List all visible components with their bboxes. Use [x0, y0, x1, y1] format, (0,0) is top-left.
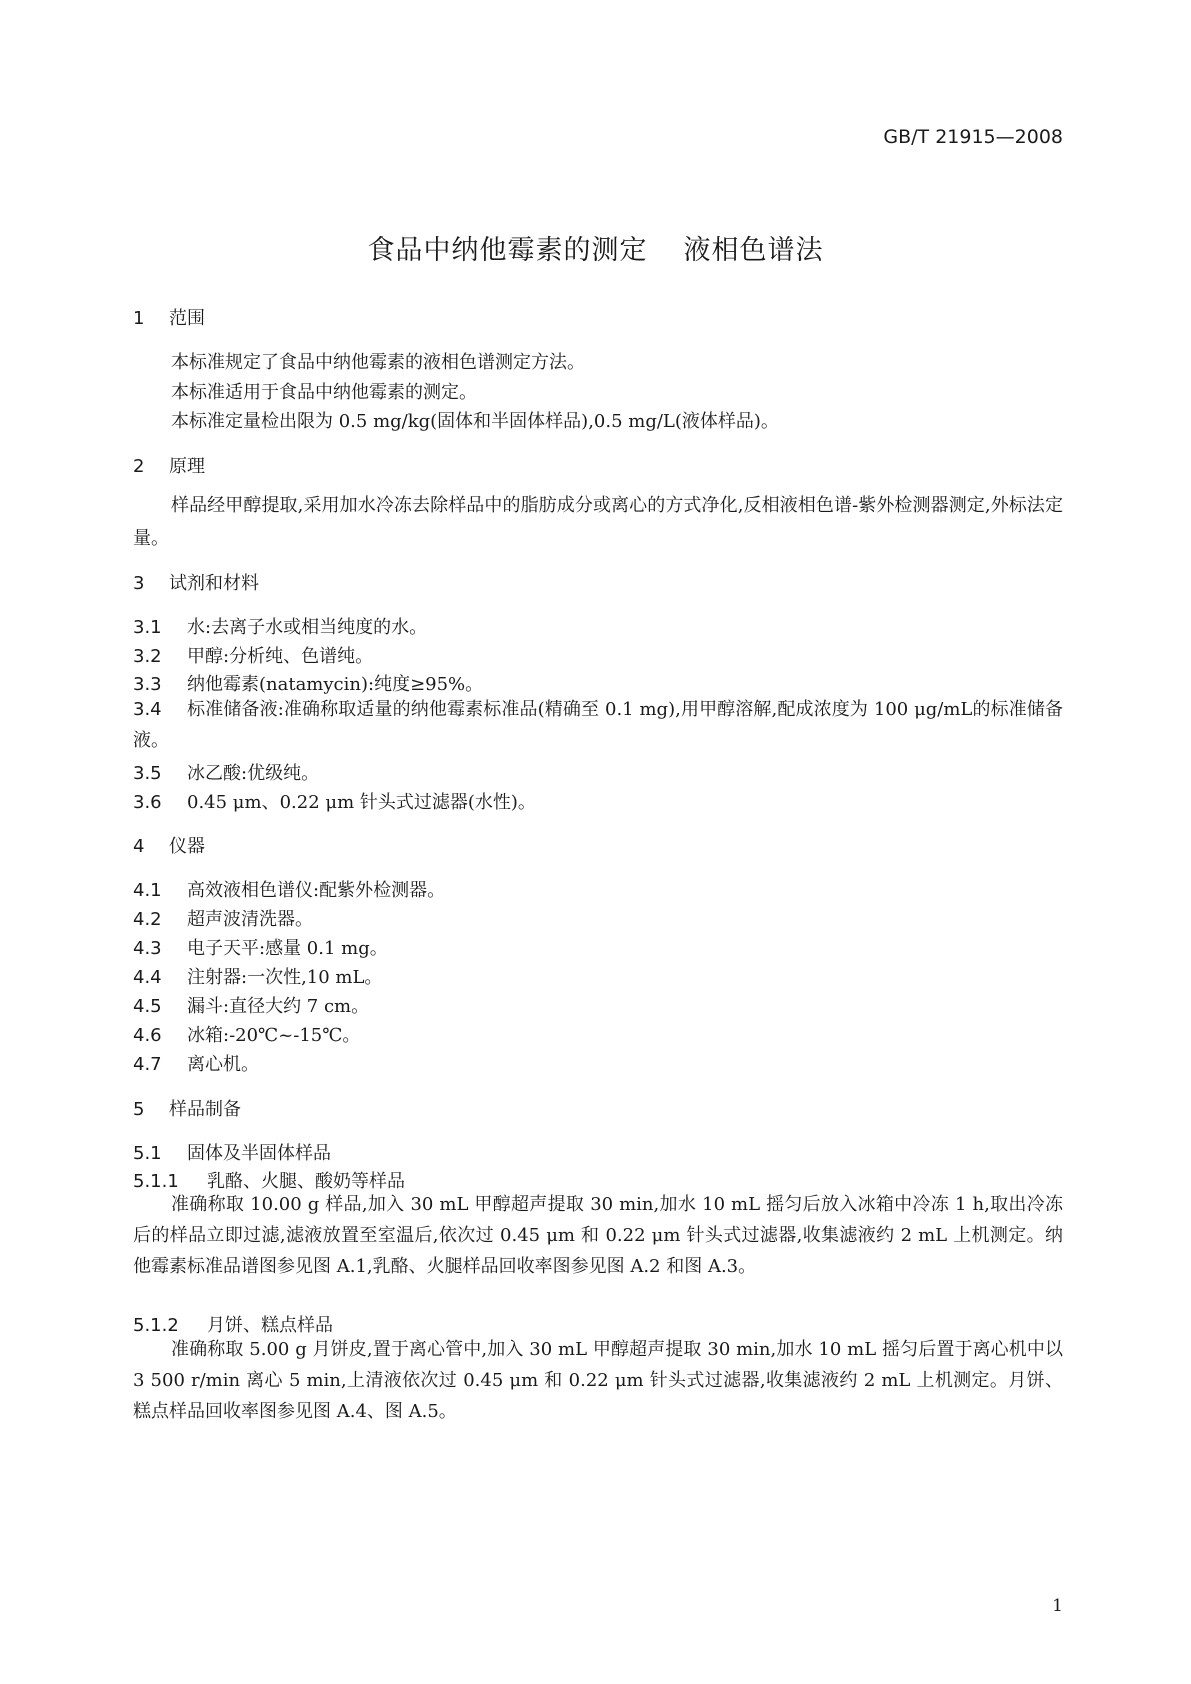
subsection-title: 固体及半固体样品: [187, 1143, 331, 1164]
item-number: 4.5: [133, 996, 162, 1017]
item-text: 水:去离子水或相当纯度的水。: [187, 617, 428, 638]
subsection-number: 5.1.1: [133, 1171, 179, 1192]
list-item: [133, 642, 373, 668]
item-number: 3.5: [133, 763, 162, 784]
section-1-paragraph-1: 本标准规定了食品中纳他霉素的液相色谱测定方法。: [171, 352, 585, 373]
item-number: 4.3: [133, 938, 162, 959]
section-number: 2: [133, 456, 145, 477]
list-item: [133, 905, 313, 931]
item-text: 冰乙酸:优级纯。: [187, 763, 320, 784]
section-title: 试剂和材料: [169, 573, 259, 594]
title-part-2: 液相色谱法: [683, 235, 824, 266]
item-text: 离心机。: [187, 1054, 259, 1075]
section-1-paragraph-3: 本标准定量检出限为 0.5 mg/kg(固体和半固体样品),0.5 mg/L(液体样品)。: [171, 411, 779, 432]
section-2-paragraph: 样品经甲醇提取,采用加水冷冻去除样品中的脂肪成分或离心的方式净化,反相液相色谱-紫外检测器测定,外标法定量。: [133, 495, 1063, 549]
standard-number: GB/T 21915—2008: [883, 126, 1063, 148]
item-text: 电子天平:感量 0.1 mg。: [187, 938, 388, 959]
list-item: [133, 759, 319, 785]
section-number: 4: [133, 836, 145, 857]
subsection-5-1-2-paragraph: 准确称取 5.00 g 月饼皮,置于离心管中,加入 30 mL 甲醇超声提取 30 min,加水 10 mL 摇匀后置于离心机中以 3 500 r/min 离心 5 min,上清液依次过 0.45 μm 和 0.22 μm 针头式过滤器,收集滤液约 2 mL 上机测定。月饼、糕点样品回收率图参见图 A.4、图 A.5。: [133, 1339, 1063, 1422]
item-text: 甲醇:分析纯、色谱纯。: [187, 646, 374, 667]
item-text: 超声波清洗器。: [187, 909, 313, 930]
list-item: [133, 992, 369, 1018]
item-number: 3.2: [133, 646, 162, 667]
item-text: 纳他霉素(natamycin):纯度≥95%。: [187, 674, 484, 695]
subsection-title: 乳酪、火腿、酸奶等样品: [207, 1171, 405, 1192]
subsection-5-1-1-paragraph: 准确称取 10.00 g 样品,加入 30 mL 甲醇超声提取 30 min,加水 10 mL 摇匀后放入冰箱中冷冻 1 h,取出冷冻后的样品立即过滤,滤液放置至室温后,依次过 0.45 μm 和 0.22 μm 针头式过滤器,收集滤液约 2 mL 上机测定。纳他霉素标准品谱图参见图 A.1,乳酪、火腿样品回收率图参见图 A.2 和图 A.3。: [133, 1194, 1063, 1277]
item-text: 高效液相色谱仪:配紫外检测器。: [187, 880, 446, 901]
title-part-1: 食品中纳他霉素的测定: [367, 235, 648, 266]
section-2-heading: [133, 452, 205, 478]
list-item: [133, 876, 445, 902]
section-number: 1: [133, 308, 145, 329]
list-item: [133, 963, 382, 989]
item-number: 4.1: [133, 880, 162, 901]
list-item: [133, 670, 483, 696]
subsection-title: 月饼、糕点样品: [207, 1315, 333, 1336]
item-text: 注射器:一次性,10 mL。: [187, 967, 383, 988]
subsection-number: 5.1: [133, 1143, 162, 1164]
subsection-5-1-heading: [133, 1139, 331, 1165]
item-number: 3.1: [133, 617, 162, 638]
section-4-heading: [133, 832, 205, 858]
list-item: [133, 613, 427, 639]
item-number: 4.6: [133, 1025, 162, 1046]
section-3-heading: [133, 569, 259, 595]
section-title: 仪器: [169, 836, 205, 857]
section-title: 范围: [169, 308, 205, 329]
section-1-heading: [133, 304, 205, 330]
section-title: 样品制备: [169, 1099, 241, 1120]
item-number: 3.4: [133, 699, 162, 720]
list-item: [133, 1050, 259, 1076]
document-title: [0, 228, 1191, 267]
section-5-heading: [133, 1095, 241, 1121]
item-text: 冰箱:-20℃~-15℃。: [187, 1025, 361, 1046]
item-number: 3.3: [133, 674, 162, 695]
list-item: [133, 934, 388, 960]
section-number: 5: [133, 1099, 145, 1120]
item-text: 标准储备液:准确称取适量的纳他霉素标准品(精确至 0.1 mg),用甲醇溶解,配成浓度为 100 μg/mL的标准储备液。: [133, 699, 1063, 751]
item-text: 漏斗:直径大约 7 cm。: [187, 996, 370, 1017]
item-number: 4.2: [133, 909, 162, 930]
item-number: 3.6: [133, 792, 162, 813]
list-item: [133, 788, 536, 814]
subsection-number: 5.1.2: [133, 1315, 179, 1336]
item-number: 4.4: [133, 967, 162, 988]
list-item: [133, 1021, 360, 1047]
item-number: 4.7: [133, 1054, 162, 1075]
section-1-paragraph-2: 本标准适用于食品中纳他霉素的测定。: [171, 382, 477, 403]
page-number: 1: [1052, 1596, 1063, 1616]
section-number: 3: [133, 573, 145, 594]
list-item: [133, 694, 1063, 756]
section-title: 原理: [169, 456, 205, 477]
item-text: 0.45 μm、0.22 μm 针头式过滤器(水性)。: [187, 792, 536, 813]
